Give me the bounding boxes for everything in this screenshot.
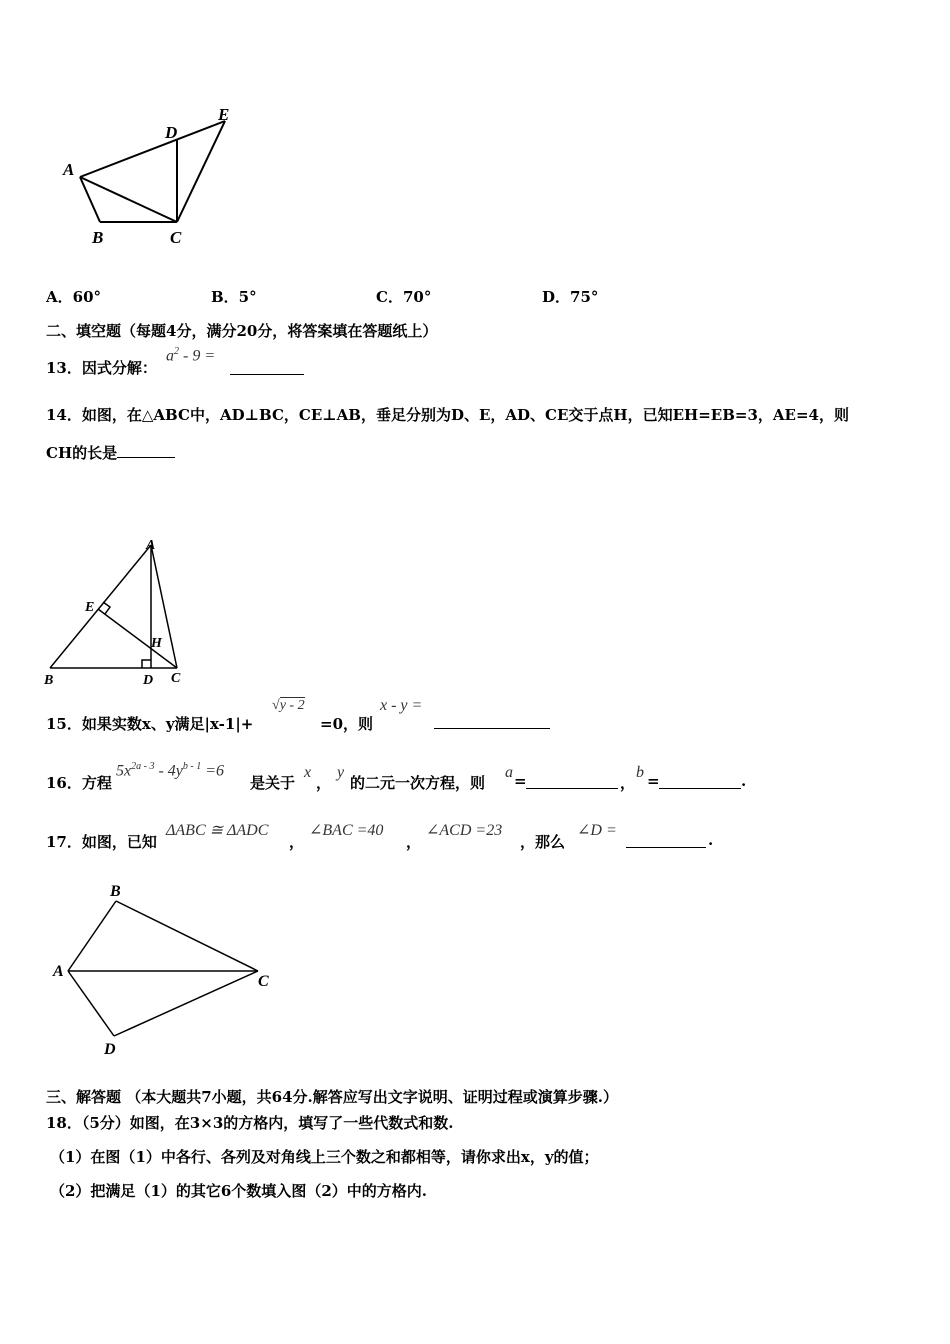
figure-q12 xyxy=(55,100,255,260)
q16-text1: 16．方程 xyxy=(46,774,112,792)
label-B: B xyxy=(110,883,121,900)
q17-text2: ，那么 xyxy=(520,833,566,851)
q16-comma: ， xyxy=(316,774,332,792)
q16-blank-a[interactable] xyxy=(526,774,618,789)
label-C: C xyxy=(258,973,269,990)
q16-m1sup: 2a - 3 xyxy=(131,761,155,772)
label-D: D xyxy=(165,123,178,142)
q17-m3: ∠ACD =23 xyxy=(426,822,503,839)
q16-a: a xyxy=(505,764,513,781)
label-D: D xyxy=(104,1041,116,1058)
q16-text2: 是关于 xyxy=(250,774,296,792)
option-b: B．5° xyxy=(211,288,257,306)
q17-text1: 17．如图，已知 xyxy=(46,833,157,851)
q14-blank[interactable] xyxy=(117,443,175,458)
q17-sep2: ， xyxy=(406,833,422,851)
q16-blank-b[interactable] xyxy=(659,774,741,789)
label-C: C xyxy=(171,671,181,686)
q17-blank[interactable] xyxy=(626,833,706,848)
figure-q17 xyxy=(48,878,288,1063)
q15-sqrt xyxy=(272,698,305,714)
q13-math-a: a xyxy=(166,347,174,365)
label-C: C xyxy=(170,228,182,247)
section-3-title: 三、解答题 （本大题共7小题，共64分.解答应写出文字说明、证明过程或演算步骤.） xyxy=(46,1088,618,1106)
q16-eq-a: = xyxy=(514,772,527,790)
q14-line2-text: CH的长是 xyxy=(46,444,118,462)
q16-equation xyxy=(116,761,224,780)
q14-line1: 14．如图，在△ABC中，AD⊥BC，CE⊥AB，垂足分别为D、E，AD、CE交于点H，已知EH=EB=3，AE=4，则 xyxy=(46,406,849,424)
q16-m2: - 4y xyxy=(154,762,183,780)
q13 xyxy=(46,357,157,378)
q17-m4: ∠D = xyxy=(577,822,617,839)
label-B: B xyxy=(44,673,54,688)
option-a: A．60° xyxy=(46,288,102,306)
label-E: E xyxy=(85,600,95,615)
option-d: D．75° xyxy=(542,288,599,306)
q15-blank[interactable] xyxy=(434,714,550,729)
q14-line2 xyxy=(46,442,175,463)
q16-y: y xyxy=(337,764,345,781)
q16-m3: =6 xyxy=(201,762,225,780)
q13-math-exp: 2 xyxy=(174,346,179,357)
q15-text1: 15．如果实数x、y满足|x-1|+ xyxy=(46,715,254,733)
label-B: B xyxy=(92,228,104,247)
label-A: A xyxy=(146,538,156,553)
q16-b: b xyxy=(636,764,644,781)
option-c: C．70° xyxy=(376,288,432,306)
q16-eq-b: = xyxy=(647,772,660,790)
label-D: D xyxy=(143,673,154,688)
q15-sqrt-inner: y - 2 xyxy=(279,698,305,713)
q17-m1: ΔABC ≅ ΔADC xyxy=(166,822,269,839)
q18-title: 18．（5分）如图，在3×3的方格内，填写了一些代数式和数. xyxy=(46,1114,454,1132)
q17-m2: ∠BAC =40 xyxy=(309,822,384,839)
label-A: A xyxy=(53,963,64,980)
q17-end: . xyxy=(708,831,714,849)
q13-math xyxy=(166,346,215,365)
q17-sep1: ， xyxy=(289,833,305,851)
label-H: H xyxy=(151,636,162,651)
q13-text: 13．因式分解： xyxy=(46,359,157,377)
section-2-title: 二、填空题（每题4分，满分20分，将答案填在答题纸上） xyxy=(46,322,438,340)
q18-part1: （1）在图（1）中各行、各列及对角线上三个数之和都相等，请你求出x，y的值； xyxy=(50,1148,599,1166)
q16-text3: 的二元一次方程，则 xyxy=(350,774,486,792)
q16-m2sup: b - 1 xyxy=(182,761,202,772)
q16-end: . xyxy=(741,772,747,790)
q15-text2: =0，则 xyxy=(320,715,374,733)
figure-q14 xyxy=(40,535,200,695)
q15-math: x - y = xyxy=(380,697,423,714)
q13-blank[interactable] xyxy=(230,360,304,375)
label-A: A xyxy=(63,160,75,179)
q18-part2: （2）把满足（1）的其它6个数填入图（2）中的方格内. xyxy=(50,1182,427,1200)
label-E: E xyxy=(218,105,230,124)
q13-math-rest: - 9 = xyxy=(179,347,216,365)
sqrt-sign: √ xyxy=(272,698,280,713)
q16-m1: 5x xyxy=(116,762,132,780)
q16-comma2: ， xyxy=(620,774,636,792)
q16-x: x xyxy=(304,764,312,781)
